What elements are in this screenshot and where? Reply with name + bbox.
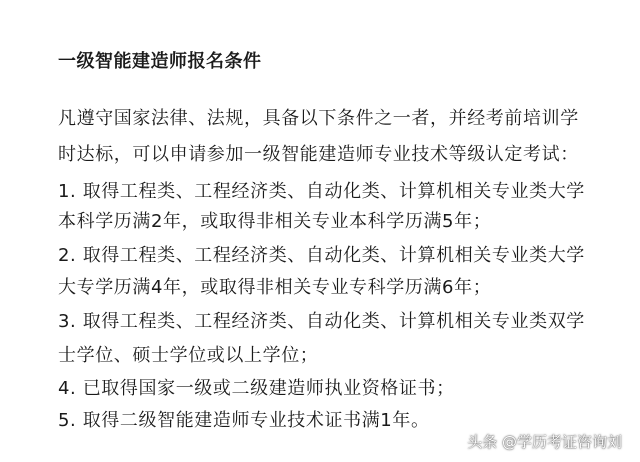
condition-1-line-1: 1. 取得工程类、工程经济类、自动化类、计算机相关专业类大学	[58, 181, 585, 202]
intro-line-1: 凡遵守国家法律、法规，具备以下条件之一者，并经考前培训学	[58, 108, 579, 129]
condition-3-line-2: 士学位、硕士学位或以上学位；	[58, 345, 319, 366]
condition-2-line-1: 2. 取得工程类、工程经济类、自动化类、计算机相关专业类大学	[58, 245, 585, 266]
source-watermark: 头条 @学历考证咨询刘	[467, 433, 622, 451]
condition-1-line-2: 本科学历满2年，或取得非相关专业本科学历满5年；	[58, 211, 492, 232]
intro-line-2: 时达标，可以申请参加一级智能建造师专业技术等级认定考试：	[58, 144, 579, 165]
document-title: 一级智能建造师报名条件	[58, 51, 262, 72]
condition-5-line: 5. 取得二级智能建造师专业技术证书满1年。	[58, 410, 430, 431]
condition-2-line-2: 大专学历满4年，或取得非相关专业专科学历满6年；	[58, 277, 492, 298]
condition-4-line: 4. 已取得国家一级或二级建造师执业资格证书；	[58, 378, 455, 399]
condition-3-line-1: 3. 取得工程类、工程经济类、自动化类、计算机相关专业类双学	[58, 311, 585, 332]
